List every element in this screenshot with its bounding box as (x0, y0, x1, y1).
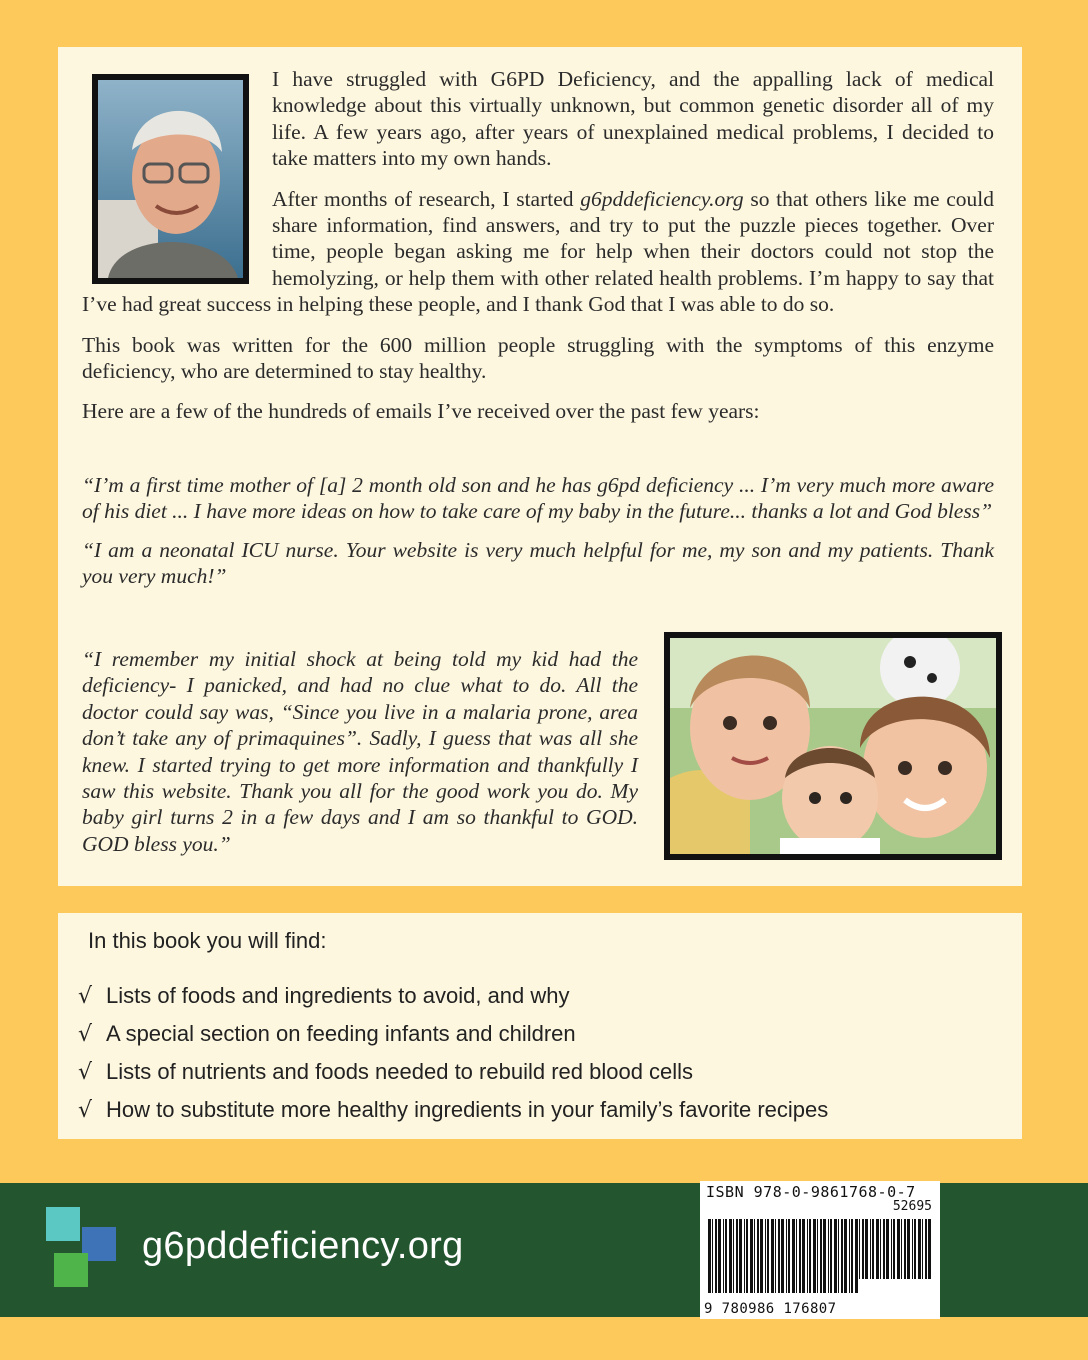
barcode-bar (893, 1219, 895, 1279)
contents-item-3-label: Lists of nutrients and foods needed to rebuild red blood cells (106, 1059, 694, 1084)
barcode-bar (817, 1219, 818, 1293)
barcode-bar (928, 1219, 931, 1279)
barcode-bar (771, 1219, 774, 1293)
checkmark-icon: √ (78, 1022, 93, 1047)
isbn-text: ISBN 978-0-9861768-0-7 (706, 1183, 916, 1201)
barcode-bar (904, 1219, 906, 1279)
barcode-bar (907, 1219, 910, 1279)
barcode-bar (733, 1219, 734, 1293)
barcode-bar (736, 1219, 738, 1293)
barcode-bar (859, 1219, 860, 1279)
barcode-bar (775, 1219, 776, 1293)
barcode-bar (870, 1219, 871, 1279)
barcode-bar (813, 1219, 816, 1293)
contents-item-4-label: How to substitute more healthy ingredients in your family’s favorite recipes (106, 1097, 829, 1122)
barcode-bar (715, 1219, 717, 1293)
barcode-bar (799, 1219, 801, 1293)
barcode-bar (744, 1219, 745, 1293)
barcode-bar (914, 1219, 916, 1279)
quote-3: “I remember my initial shock at being told my kid had the deficiency- I panicked, and had no clue what to do. All the doctor could say was, “Since you live in a malaria prone, area don’t take any of primaquines”. Sadly, I guess that was all she knew. I started trying to get more information and thankfully I saw this website. Thank you all for the good work you do. My baby girl turns 2 in a few days and I am so thankful to GOD. GOD bless you.” (82, 647, 638, 856)
barcode-bar (925, 1219, 927, 1279)
ean-digits: 9 780986 176807 (704, 1301, 837, 1317)
barcode-bar (922, 1219, 923, 1279)
checkmark-icon: √ (78, 1098, 93, 1123)
photo-spacer (82, 66, 272, 282)
intro-section (82, 66, 994, 439)
barcode-bar (886, 1219, 889, 1279)
barcode-bars (706, 1219, 934, 1295)
contents-heading: In this book you will find: (88, 928, 327, 953)
website-url[interactable]: g6pddeficiency.org (142, 1225, 464, 1267)
barcode-bar (865, 1219, 868, 1279)
barcode-bar (781, 1219, 784, 1293)
barcode-bar (712, 1219, 713, 1293)
barcode-bar (757, 1219, 759, 1293)
barcode-bar (880, 1219, 881, 1279)
intro-p2-before: After months of research, I started (272, 186, 581, 211)
barcode-bar (718, 1219, 721, 1293)
checkmark-icon: √ (78, 984, 93, 1009)
contents-item-1 (78, 983, 570, 1009)
barcode-bar (746, 1219, 748, 1293)
barcode-bar (760, 1219, 763, 1293)
quote-1: “I’m a first time mother of [a] 2 month old son and he has g6pd deficiency ... I’m very much more aware of his diet ... I have more ideas on how to take care of my baby in the future... thanks a lot and God bless” (82, 473, 994, 524)
contents-item-3 (78, 1059, 693, 1085)
barcode-bar (739, 1219, 742, 1293)
barcode-bar (754, 1219, 755, 1293)
barcode-bar (820, 1219, 822, 1293)
intro-paragraph-1: I have struggled with G6PD Deficiency, and the appalling lack of medical knowledge about this virtually unknown, but common genetic disorder all of my life. A few years ago, after years of unexplained medical problems, I decided to take matters into my own hands. (272, 67, 994, 171)
barcode-bar (828, 1219, 829, 1293)
barcode-bar (823, 1219, 826, 1293)
barcode-bar (891, 1219, 892, 1279)
intro-p2-site: g6pddeficiency.org (580, 186, 744, 211)
barcode-bar (792, 1219, 795, 1293)
barcode-bar (855, 1219, 858, 1293)
barcode-bar (725, 1219, 727, 1293)
barcode-bar (883, 1219, 885, 1279)
isbn-barcode (700, 1181, 940, 1319)
barcode-bar (901, 1219, 902, 1279)
contents-item-4 (78, 1097, 828, 1123)
quote-2: “I am a neonatal ICU nurse. Your website is very much helpful for me, my son and my patients. Thank you very much!” (82, 537, 994, 589)
contents-item-1-label: Lists of foods and ingredients to avoid, and why (106, 983, 570, 1008)
barcode-bar (786, 1219, 787, 1293)
logo-square-green (54, 1253, 88, 1287)
barcode-bar (767, 1219, 769, 1293)
barcode-bar (912, 1219, 913, 1279)
barcode-bar (876, 1219, 879, 1279)
quotes-section (82, 472, 994, 602)
barcode-bar (834, 1219, 837, 1293)
logo-square-teal (46, 1207, 80, 1241)
barcode-bar (862, 1219, 864, 1279)
barcode-bar (897, 1219, 900, 1279)
barcode-bar (830, 1219, 832, 1293)
children-illustration (670, 638, 996, 854)
barcode-bar (778, 1219, 780, 1293)
price-code: 52695 (892, 1199, 932, 1214)
barcode-bar (796, 1219, 797, 1293)
barcode-bar (844, 1219, 847, 1293)
barcode-bar (851, 1219, 853, 1293)
intro-p2-after: so that others like me could share information, find answers, and try to put the puzzle pieces together. Over time, people began asking me for help when their doctors could not stop the hemolyzing, or help them with other related health problems. I’m happy to say that I’ve had great success in helping these people, and I thank God that I was able to do so. (82, 186, 994, 317)
barcode-bar (838, 1219, 839, 1293)
barcode-bar (788, 1219, 790, 1293)
barcode-bar (750, 1219, 753, 1293)
barcode-bar (918, 1219, 921, 1279)
checkmark-icon: √ (78, 1060, 93, 1085)
intro-paragraph-3: This book was written for the 600 million people struggling with the symptoms of this enzyme deficiency, who are determined to stay healthy. (82, 332, 994, 384)
children-photo (664, 632, 1002, 860)
contents-item-2-label: A special section on feeding infants and children (106, 1021, 576, 1046)
barcode-bar (809, 1219, 811, 1293)
barcode-bar (849, 1219, 850, 1293)
barcode-bar (723, 1219, 724, 1293)
contents-item-2 (78, 1021, 576, 1047)
barcode-bar (872, 1219, 874, 1279)
site-logo-icon (46, 1207, 116, 1289)
barcode-bar (807, 1219, 808, 1293)
barcode-bar (802, 1219, 805, 1293)
intro-paragraph-4: Here are a few of the hundreds of emails I’ve received over the past few years: (82, 399, 760, 424)
barcode-bar (841, 1219, 843, 1293)
barcode-bar (729, 1219, 732, 1293)
barcode-bar (708, 1219, 711, 1293)
barcode-bar (765, 1219, 766, 1293)
